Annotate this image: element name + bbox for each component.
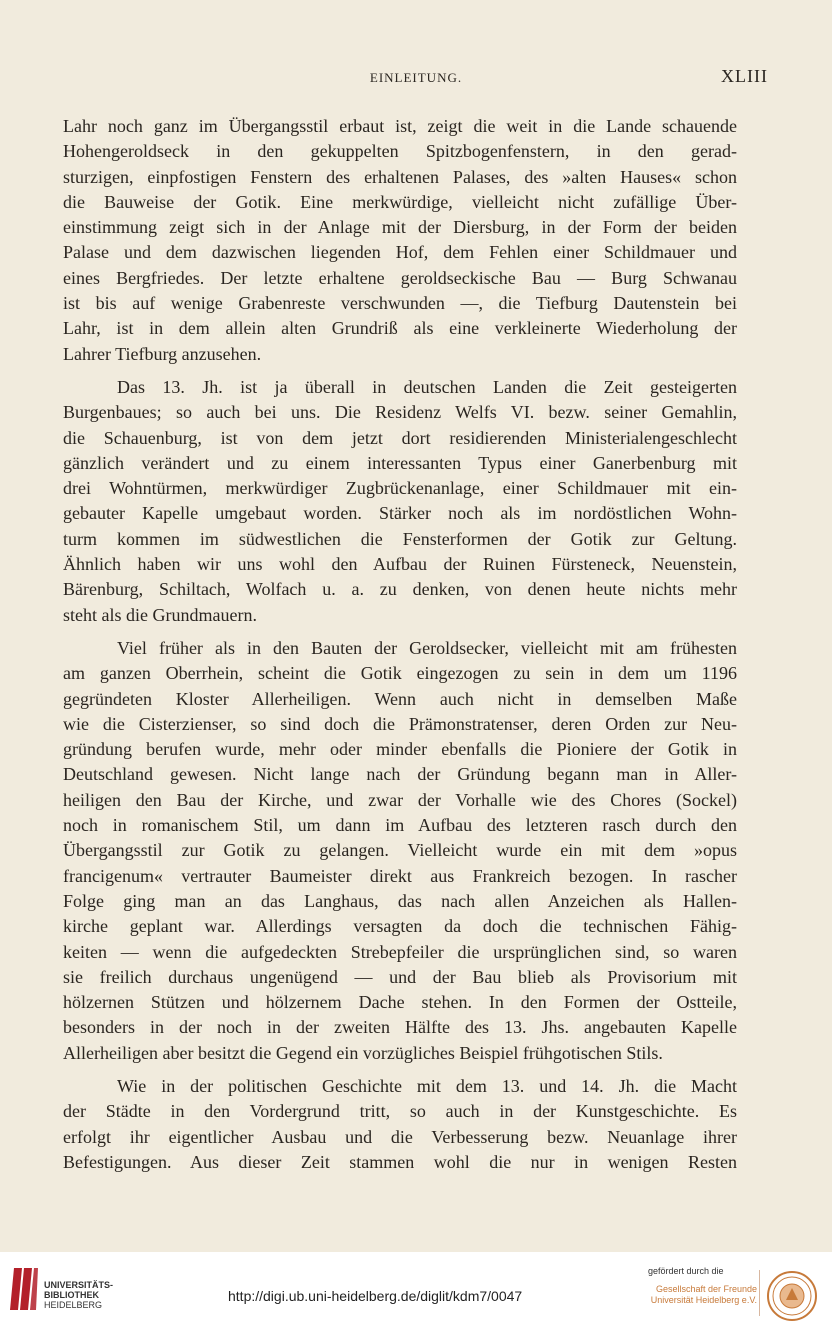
library-logo-icon: [8, 1264, 40, 1314]
text-line: noch in romanischem Stil, um dann im Aufbau des letzteren rasch durch den: [63, 815, 737, 836]
text-line: einstimmung zeigt sich in der Anlage mit der Diersburg, in der Form der beiden: [63, 217, 737, 238]
sponsor-name-line: Universität Heidelberg e.V.: [650, 1295, 757, 1305]
library-name: [44, 1280, 113, 1310]
text-line: wie die Cisterzienser, so sind doch die Prämonstratenser, deren Orden zur Neu-: [63, 713, 737, 734]
text-line: Lahrer Tiefburg anzusehen.: [63, 343, 262, 364]
text-line: Wie in der politischen Geschichte mit dem 13. und 14. Jh. die Macht: [117, 1075, 737, 1096]
paragraph-1: [63, 114, 737, 367]
library-name-line: BIBLIOTHEK: [44, 1290, 99, 1300]
text-line: Palase und dem dazwischen liegenden Hof, dem Fehlen einer Schildmauer und: [63, 242, 737, 263]
text-line: Lahr, ist in dem allein alten Grundriß als eine verkleinerte Wiederholung der: [63, 318, 737, 339]
text-line: gebauter Kapelle umgebaut worden. Stärker noch als im nordöstlichen Wohn-: [63, 503, 737, 524]
page-number: XLIII: [721, 66, 768, 86]
text-line: eines Bergfriedes. Der letzte erhaltene geroldseckische Bau — Burg Schwanau: [63, 267, 737, 288]
library-name-line: UNIVERSITÄTS-: [44, 1280, 114, 1290]
running-header: [64, 66, 768, 88]
text-line: steht als die Grundmauern.: [63, 604, 257, 625]
paragraph-2: [63, 375, 737, 628]
text-line: francigenum« vertrauter Baumeister direkt aus Frankreich bezogen. In rascher: [63, 865, 737, 886]
text-line: die Bauweise der Gotik. Eine merkwürdige, vielleicht nicht zufällige Über-: [63, 191, 737, 212]
text-line: besonders in der noch in der zweiten Hälfte des 13. Jhs. angebauten Kapelle: [63, 1017, 737, 1038]
text-line: Hohengeroldseck in den gekuppelten Spitzbogenfenstern, in den gerad-: [63, 141, 737, 162]
text-line: am ganzen Oberrhein, scheint die Gotik eingezogen zu sein in dem um 1196: [63, 663, 737, 684]
text-line: kirche geplant war. Allerdings versagten da doch die technischen Fähig-: [63, 916, 737, 937]
text-line: Lahr noch ganz im Übergangsstil erbaut ist, zeigt die weit in die Lande schauende: [63, 116, 737, 136]
text-line: erfolgt ihr eigentlicher Ausbau und die Verbesserung bezw. Neuanlage ihrer: [63, 1126, 737, 1147]
sponsor-label: gefördert durch die: [648, 1266, 724, 1276]
text-line: Befestigungen. Aus dieser Zeit stammen wohl die nur in wenigen Resten: [63, 1151, 737, 1172]
text-line: gegründeten Kloster Allerheiligen. Wenn auch nicht in demselben Maße: [63, 688, 737, 709]
paragraph-4: [63, 1074, 737, 1175]
sponsor-name: [645, 1284, 757, 1306]
text-line: Das 13. Jh. ist ja überall in deutschen Landen die Zeit gesteigerten: [117, 376, 737, 397]
viewer-footer: [0, 1252, 832, 1327]
text-line: Übergangsstil zur Gotik zu gelangen. Vielleicht wurde ein mit dem »opus: [63, 840, 737, 861]
text-line: hölzernen Stützen und hölzernem Dache stehen. In den Formen der Ostteile,: [63, 992, 737, 1013]
header-title: EINLEITUNG.: [369, 70, 463, 85]
text-line: turm kommen im südwestlichen die Fensterformen der Gotik zur Geltung.: [63, 528, 737, 549]
text-line: gänzlich verändert und zu einem interessanten Typus einer Ganerbenburg mit: [63, 452, 737, 473]
text-line: keiten — wenn die aufgedeckten Strebepfeiler die ursprünglichen sind, so waren: [63, 941, 737, 962]
text-line: Bärenburg, Schiltach, Wolfach u. a. zu denken, von denen heute nichts mehr: [63, 579, 737, 600]
text-line: heiligen den Bau der Kirche, und zwar der Vorhalle wie des Chores (Sockel): [63, 789, 737, 810]
text-line: die Schauenburg, ist von dem jetzt dort residierenden Ministerialengeschlecht: [63, 427, 737, 448]
sponsor-name-line: Gesellschaft der Freunde: [655, 1284, 757, 1294]
text-line: sie freilich durchaus ungenügend — und der Bau blieb als Provisorium mit: [63, 966, 737, 987]
footer-divider: [759, 1270, 760, 1316]
university-seal-icon: [766, 1270, 818, 1322]
text-line: Deutschland gewesen. Nicht lange nach der Gründung begann man in Aller-: [63, 764, 737, 785]
paragraph-3: [63, 636, 737, 1066]
text-line: Ähnlich haben wir uns wohl den Aufbau der Ruinen Fürsteneck, Neuenstein,: [63, 554, 737, 575]
text-line: Viel früher als in den Bauten der Geroldsecker, vielleicht mit am frühesten: [117, 637, 737, 658]
text-line: Burgenbaues; so auch bei uns. Die Residenz Welfs VI. bezw. seiner Gemahlin,: [63, 402, 737, 423]
text-line: gründung berufen wurde, mehr oder minder ebenfalls die Pioniere der Gotik in: [63, 739, 737, 760]
text-line: drei Wohntürmen, merkwürdiger Zugbrückenanlage, einer Schildmauer mit ein-: [63, 478, 737, 499]
text-line: sturzigen, einpfostigen Fenstern des erhaltenen Palases, des »alten Hauses« schon: [63, 166, 737, 187]
library-name-line: HEIDELBERG: [44, 1300, 103, 1310]
text-line: ist bis auf wenige Grabenreste verschwunden —, die Tiefburg Dautenstein bei: [63, 293, 737, 314]
permalink-url[interactable]: http://digi.ub.uni-heidelberg.de/diglit/kdm7/0047: [228, 1288, 523, 1304]
text-line: der Städte in den Vordergrund tritt, so auch in der Kunstgeschichte. Es: [63, 1101, 737, 1122]
text-line: Folge ging man an das Langhaus, das nach allen Anzeichen als Hallen-: [63, 890, 737, 911]
text-line: Allerheiligen aber besitzt die Gegend ein vorzügliches Beispiel frühgotischen Stils.: [63, 1042, 663, 1063]
body-text: [63, 114, 737, 1183]
